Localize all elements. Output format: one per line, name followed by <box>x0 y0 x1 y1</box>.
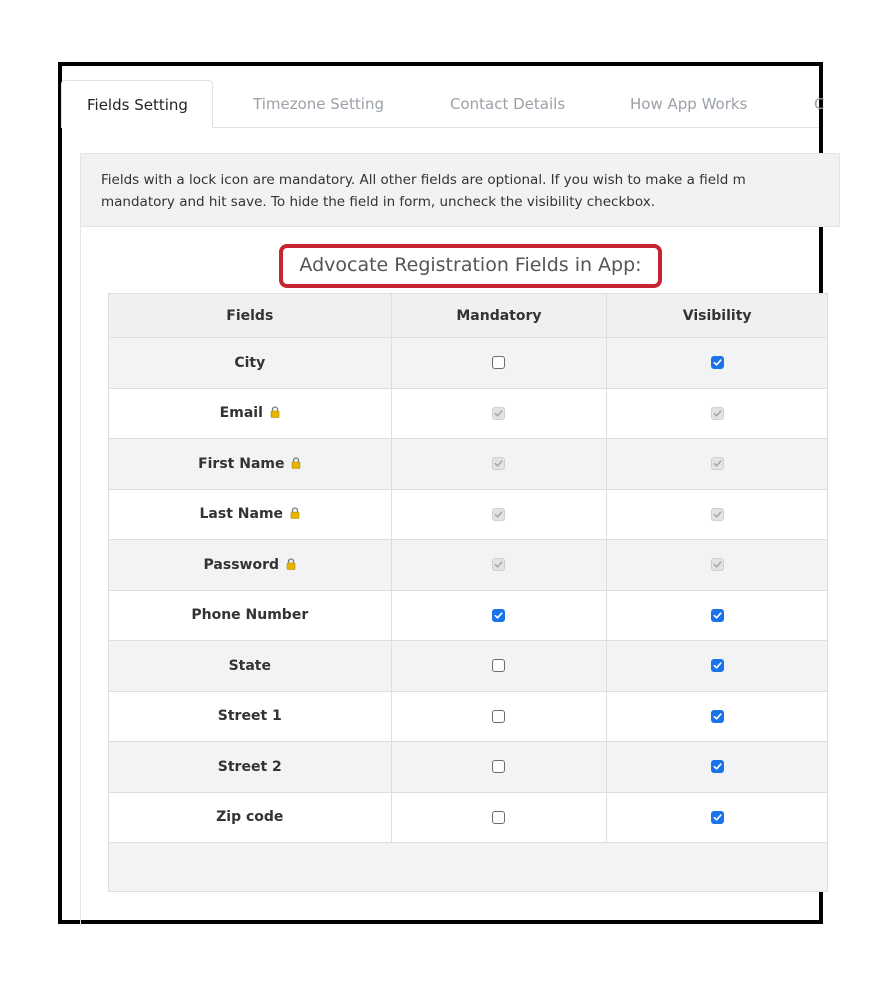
table-header-row <box>109 294 828 338</box>
mandatory-cell <box>391 792 607 843</box>
mandatory-cell <box>391 338 607 389</box>
field-name: Street 2 <box>217 758 282 775</box>
mandatory-cell <box>391 540 607 591</box>
mandatory-cell <box>391 742 607 793</box>
table-row <box>109 388 828 439</box>
visibility-cell <box>607 439 828 490</box>
mandatory-cell <box>391 590 607 641</box>
table-row <box>109 742 828 793</box>
visibility-checkbox[interactable] <box>711 760 724 773</box>
field-name-cell <box>109 691 392 742</box>
visibility-checkbox[interactable] <box>711 811 724 824</box>
field-name-cell <box>109 792 392 843</box>
field-name: Phone Number <box>191 607 309 624</box>
highlight-box <box>279 244 662 288</box>
mandatory-checkbox[interactable] <box>492 811 505 824</box>
mandatory-cell <box>391 641 607 692</box>
visibility-checkbox[interactable] <box>711 356 724 369</box>
screenshot-frame <box>58 62 823 924</box>
field-name: City <box>234 354 266 371</box>
visibility-cell <box>607 489 828 540</box>
tab-timezone-setting[interactable]: Timezone Setting <box>253 95 384 113</box>
mandatory-checkbox-disabled <box>492 508 505 521</box>
mandatory-checkbox[interactable] <box>492 710 505 723</box>
visibility-cell <box>607 641 828 692</box>
lock-icon <box>286 558 296 570</box>
field-name-cell <box>109 742 392 793</box>
visibility-checkbox[interactable] <box>711 609 724 622</box>
mandatory-cell <box>391 439 607 490</box>
table-row <box>109 439 828 490</box>
table-row <box>109 792 828 843</box>
visibility-checkbox-disabled <box>711 508 724 521</box>
field-name-cell <box>109 590 392 641</box>
lock-icon <box>290 507 300 519</box>
visibility-checkbox-disabled <box>711 558 724 571</box>
table-row <box>109 540 828 591</box>
tab-how-app-works[interactable]: How App Works <box>630 95 748 113</box>
tab-truncated[interactable]: C <box>814 95 825 113</box>
visibility-cell <box>607 691 828 742</box>
field-name: Email <box>219 405 263 422</box>
field-name-cell <box>109 338 392 389</box>
field-name-cell <box>109 388 392 439</box>
visibility-cell <box>607 792 828 843</box>
table-row <box>109 641 828 692</box>
column-header-fields: Fields <box>109 294 392 338</box>
field-name-cell <box>109 540 392 591</box>
mandatory-checkbox[interactable] <box>492 760 505 773</box>
table-row <box>109 590 828 641</box>
visibility-checkbox-disabled <box>711 457 724 470</box>
field-name: Street 1 <box>217 708 282 725</box>
table-row <box>109 338 828 389</box>
settings-panel <box>62 66 825 920</box>
visibility-cell <box>607 590 828 641</box>
mandatory-cell <box>391 691 607 742</box>
visibility-checkbox-disabled <box>711 407 724 420</box>
field-name: Zip code <box>216 809 284 826</box>
alert-line-2: mandatory and hit save. To hide the field in form, uncheck the visibility checkbox. <box>101 194 655 210</box>
field-name: First Name <box>198 455 285 472</box>
lock-icon <box>291 457 301 469</box>
table-row <box>109 691 828 742</box>
field-name: State <box>228 657 271 674</box>
table-row <box>109 489 828 540</box>
tab-fields-setting[interactable]: Fields Setting <box>61 80 213 128</box>
visibility-cell <box>607 388 828 439</box>
mandatory-checkbox[interactable] <box>492 356 505 369</box>
info-alert <box>80 153 840 227</box>
settings-tabs <box>62 66 825 128</box>
fields-table <box>108 293 828 892</box>
column-header-mandatory: Mandatory <box>391 294 607 338</box>
field-name: Password <box>203 556 280 573</box>
mandatory-checkbox-disabled <box>492 558 505 571</box>
field-name: Last Name <box>199 506 284 523</box>
alert-line-1: Fields with a lock icon are mandatory. All other fields are optional. If you wish to make a field m <box>101 172 746 188</box>
mandatory-checkbox[interactable] <box>492 609 505 622</box>
table-footer-row <box>109 843 828 892</box>
visibility-checkbox[interactable] <box>711 659 724 672</box>
mandatory-checkbox[interactable] <box>492 659 505 672</box>
visibility-cell <box>607 742 828 793</box>
lock-icon <box>270 406 280 418</box>
mandatory-cell <box>391 388 607 439</box>
mandatory-checkbox-disabled <box>492 457 505 470</box>
tab-contact-details[interactable]: Contact Details <box>450 95 566 113</box>
visibility-checkbox[interactable] <box>711 710 724 723</box>
field-name-cell <box>109 489 392 540</box>
section-title: Advocate Registration Fields in App: <box>299 254 642 276</box>
column-header-visibility: Visibility <box>607 294 828 338</box>
field-name-cell <box>109 641 392 692</box>
field-name-cell <box>109 439 392 490</box>
visibility-cell <box>607 338 828 389</box>
table-footer <box>109 843 828 892</box>
mandatory-checkbox-disabled <box>492 407 505 420</box>
visibility-cell <box>607 540 828 591</box>
mandatory-cell <box>391 489 607 540</box>
